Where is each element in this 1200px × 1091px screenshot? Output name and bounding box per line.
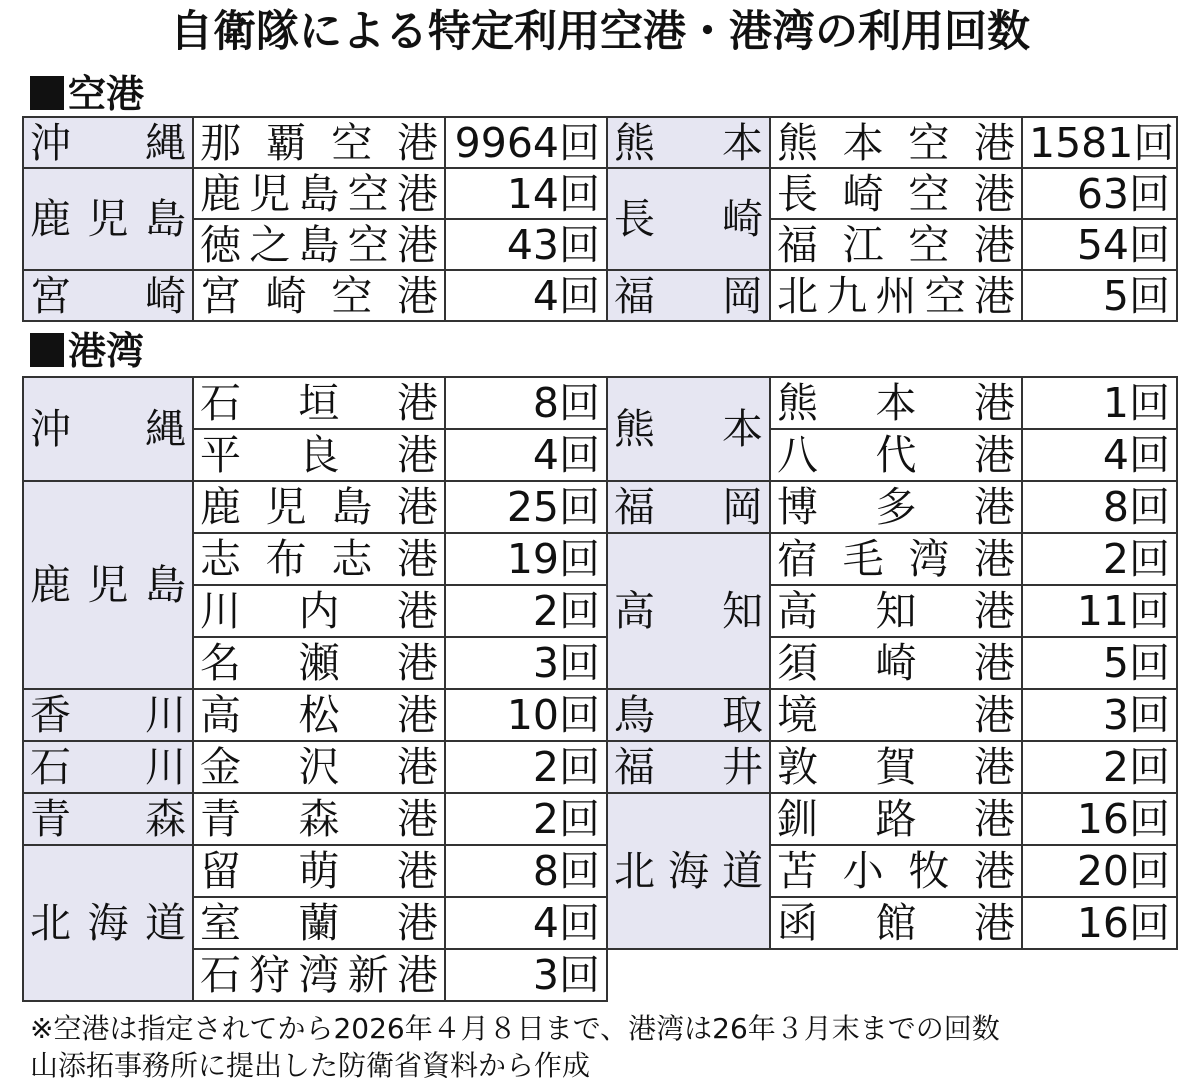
facility-name-cell-left: 鹿児島港: [193, 481, 445, 533]
usage-count-cell-left: 19回: [445, 533, 607, 585]
facility-name-cell-left: 川内港: [193, 585, 445, 637]
prefecture-cell-right: 長崎: [607, 168, 770, 270]
usage-count-cell-left: 4回: [445, 429, 607, 481]
usage-count-cell-left: 2回: [445, 585, 607, 637]
port-table: [22, 376, 1178, 1002]
facility-name-cell-left: 金沢港: [193, 741, 445, 793]
table-row: [23, 270, 1177, 321]
usage-count-cell-left: 43回: [445, 219, 607, 270]
usage-count-cell-right: 4回: [1022, 429, 1177, 481]
usage-count-cell-left: 2回: [445, 793, 607, 845]
facility-name-cell-left: 宮崎空港: [193, 270, 445, 321]
table-row: [23, 117, 1177, 168]
prefecture-cell-right: 鳥取: [607, 689, 770, 741]
facility-name-cell-right: 熊本空港: [770, 117, 1022, 168]
table-row: [23, 585, 1177, 637]
prefecture-cell-right: 高知: [607, 533, 770, 689]
prefecture-cell-left: 香川: [23, 689, 193, 741]
prefecture-cell-right: 福井: [607, 741, 770, 793]
empty-cell: [607, 949, 1177, 1001]
facility-name-cell-right: 長崎空港: [770, 168, 1022, 219]
page-title: 自衛隊による特定利用空港・港湾の利用回数: [170, 7, 1030, 57]
usage-count-cell-right: 2回: [1022, 533, 1177, 585]
port-heading-label: 港湾: [68, 329, 145, 373]
prefecture-cell-left: 青森: [23, 793, 193, 845]
facility-name-cell-right: 北九州空港: [770, 270, 1022, 321]
facility-name-cell-right: 敦賀港: [770, 741, 1022, 793]
table-row: [23, 637, 1177, 689]
usage-count-cell-right: 5回: [1022, 270, 1177, 321]
port-section-heading: [30, 329, 144, 373]
usage-count-cell-left: 14回: [445, 168, 607, 219]
table-row: [23, 377, 1177, 429]
usage-count-cell-right: 5回: [1022, 637, 1177, 689]
facility-name-cell-right: 苫小牧港: [770, 845, 1022, 897]
prefecture-cell-right: 熊本: [607, 377, 770, 481]
footnote-period: ※空港は指定されてから2026年４月８日まで、港湾は26年３月末までの回数: [30, 1012, 1000, 1045]
facility-name-cell-left: 那覇空港: [193, 117, 445, 168]
facility-name-cell-left: 名瀬港: [193, 637, 445, 689]
usage-count-cell-right: 1581回: [1022, 117, 1177, 168]
usage-count-cell-right: 16回: [1022, 793, 1177, 845]
usage-count-cell-right: 20回: [1022, 845, 1177, 897]
prefecture-cell-left: 沖縄: [23, 377, 193, 481]
usage-count-cell-right: 63回: [1022, 168, 1177, 219]
usage-count-cell-left: 9964回: [445, 117, 607, 168]
facility-name-cell-right: 八代港: [770, 429, 1022, 481]
usage-count-cell-left: 25回: [445, 481, 607, 533]
table-row: [23, 741, 1177, 793]
usage-count-cell-right: 54回: [1022, 219, 1177, 270]
facility-name-cell-left: 室蘭港: [193, 897, 445, 949]
prefecture-cell-right: 福岡: [607, 481, 770, 533]
footnotes: [30, 1010, 1000, 1084]
facility-name-cell-left: 鹿児島空港: [193, 168, 445, 219]
facility-name-cell-right: 須崎港: [770, 637, 1022, 689]
prefecture-cell-left: 宮崎: [23, 270, 193, 321]
usage-count-cell-right: 16回: [1022, 897, 1177, 949]
facility-name-cell-left: 青森港: [193, 793, 445, 845]
prefecture-cell-left: 石川: [23, 741, 193, 793]
airport-section-heading: [30, 72, 144, 116]
prefecture-cell-right: 北海道: [607, 793, 770, 949]
facility-name-cell-right: 高知港: [770, 585, 1022, 637]
facility-name-cell-right: 宿毛湾港: [770, 533, 1022, 585]
table-row: [23, 897, 1177, 949]
table-row: [23, 845, 1177, 897]
facility-name-cell-left: 徳之島空港: [193, 219, 445, 270]
usage-count-cell-right: 3回: [1022, 689, 1177, 741]
usage-count-cell-left: 3回: [445, 949, 607, 1001]
usage-count-cell-left: 4回: [445, 897, 607, 949]
facility-name-cell-left: 石狩湾新港: [193, 949, 445, 1001]
facility-name-cell-left: 高松港: [193, 689, 445, 741]
square-bullet-icon: [30, 76, 64, 110]
facility-name-cell-right: 熊本港: [770, 377, 1022, 429]
prefecture-cell-left: 鹿児島: [23, 168, 193, 270]
usage-count-cell-left: 8回: [445, 845, 607, 897]
prefecture-cell-left: 鹿児島: [23, 481, 193, 689]
usage-count-cell-left: 8回: [445, 377, 607, 429]
footnote-source: 山添拓事務所に提出した防衛省資料から作成: [30, 1049, 591, 1082]
usage-count-cell-right: 1回: [1022, 377, 1177, 429]
usage-count-cell-right: 11回: [1022, 585, 1177, 637]
airport-table: [22, 116, 1178, 322]
prefecture-cell-left: 沖縄: [23, 117, 193, 168]
usage-count-cell-left: 10回: [445, 689, 607, 741]
usage-count-cell-left: 4回: [445, 270, 607, 321]
facility-name-cell-right: 函館港: [770, 897, 1022, 949]
usage-count-cell-left: 3回: [445, 637, 607, 689]
facility-name-cell-right: 釧路港: [770, 793, 1022, 845]
facility-name-cell-left: 志布志港: [193, 533, 445, 585]
table-row: [23, 533, 1177, 585]
prefecture-cell-right: 熊本: [607, 117, 770, 168]
table-row: [23, 793, 1177, 845]
airport-heading-label: 空港: [68, 72, 145, 116]
table-row: [23, 429, 1177, 481]
facility-name-cell-right: 博多港: [770, 481, 1022, 533]
prefecture-cell-left: 北海道: [23, 845, 193, 1001]
table-row: [23, 949, 1177, 1001]
facility-name-cell-right: 境港: [770, 689, 1022, 741]
facility-name-cell-left: 留萌港: [193, 845, 445, 897]
table-row: [23, 481, 1177, 533]
usage-count-cell-right: 2回: [1022, 741, 1177, 793]
table-row: [23, 219, 1177, 270]
prefecture-cell-right: 福岡: [607, 270, 770, 321]
table-row: [23, 689, 1177, 741]
facility-name-cell-left: 平良港: [193, 429, 445, 481]
facility-name-cell-left: 石垣港: [193, 377, 445, 429]
usage-count-cell-left: 2回: [445, 741, 607, 793]
usage-count-cell-right: 8回: [1022, 481, 1177, 533]
table-row: [23, 168, 1177, 219]
facility-name-cell-right: 福江空港: [770, 219, 1022, 270]
square-bullet-icon: [30, 333, 64, 367]
